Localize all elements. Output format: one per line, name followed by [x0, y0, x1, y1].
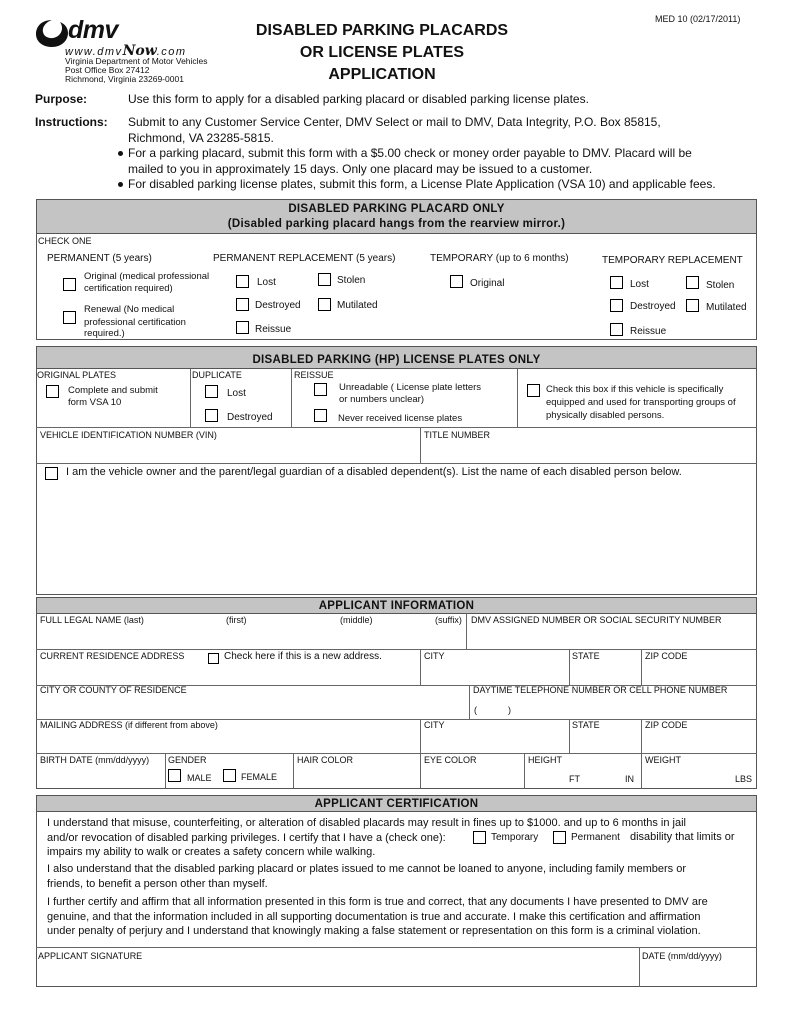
specially-equipped-checkbox[interactable] — [527, 384, 540, 397]
dmv-logo — [35, 16, 235, 86]
placard-section-header — [37, 200, 756, 234]
new-address-label: Check here if this is a new address. — [224, 651, 382, 662]
specific-line3: physically disabled persons. — [546, 410, 665, 421]
reissue-unreadable-checkbox[interactable] — [314, 383, 327, 396]
middle-name-label: (middle) — [340, 615, 373, 625]
perm-destroyed-label: Destroyed — [255, 300, 301, 311]
renewal-line1: Renewal (No medical — [84, 304, 175, 315]
temporary-label: TEMPORARY (up to 6 months) — [430, 253, 569, 264]
agency-po-box: Post Office Box 27412 — [65, 65, 150, 75]
mailing-state-label: STATE — [572, 720, 600, 730]
instructions-label: Instructions: — [35, 115, 108, 129]
form-title-line3: APPLICATION — [328, 66, 436, 83]
height-in-label: IN — [625, 774, 634, 784]
perm-destroyed-checkbox[interactable] — [236, 298, 249, 311]
original-plates-text — [68, 385, 158, 408]
dmv-swirl-icon — [35, 18, 69, 48]
renewal-line3: required.) — [84, 328, 125, 339]
reissue-unreadable-text — [339, 382, 481, 405]
hair-color-label: HAIR COLOR — [297, 755, 354, 765]
temporary-disability-checkbox[interactable] — [473, 831, 486, 844]
permanent-label: PERMANENT (5 years) — [47, 253, 152, 264]
agency-city: Richmond, Virginia 23269-0001 — [65, 74, 184, 84]
instructions-line1: Submit to any Customer Service Center, DMV Select or mail to DMV, Data Integrity, P.O. Box 85815, — [128, 115, 661, 129]
phone-label: DAYTIME TELEPHONE NUMBER OR CELL PHONE NUMBER — [473, 685, 728, 695]
duplicate-lost-label: Lost — [227, 388, 246, 399]
perm-stolen-label: Stolen — [337, 275, 366, 286]
residence-address-label: CURRENT RESIDENCE ADDRESS — [40, 651, 185, 661]
male-label: MALE — [187, 773, 212, 783]
duplicate-destroyed-checkbox[interactable] — [205, 409, 218, 422]
mailing-address-label: MAILING ADDRESS (if different from above) — [40, 720, 218, 730]
temp-stolen-label: Stolen — [706, 280, 735, 291]
height-ft-label: FT — [569, 774, 580, 784]
permanent-renewal-label — [84, 304, 186, 339]
original-line1: Original (medical professional — [84, 271, 210, 282]
original-plates-label: ORIGINAL PLATES — [37, 370, 117, 380]
signature-label: APPLICANT SIGNATURE — [38, 951, 143, 961]
weight-lbs-label: LBS — [735, 774, 753, 784]
temp-reissue-label: Reissue — [630, 326, 667, 337]
plates-divider — [190, 369, 191, 427]
cert-p3-line2: genuine, and that the information included in all supporting documentation is true and accurate. I make this certification and affirmation — [47, 910, 701, 923]
perm-reissue-checkbox[interactable] — [236, 321, 249, 334]
certification-section-header: APPLICANT CERTIFICATION — [37, 796, 756, 812]
dmv-number-label: DMV ASSIGNED NUMBER OR SOCIAL SECURITY NUMBER — [471, 615, 722, 625]
duplicate-label: DUPLICATE — [192, 370, 242, 380]
cert-p1-line2-start: and/or revocation of disabled parking privileges. I certify that I have a (check one): — [47, 831, 446, 844]
temp-destroyed-label: Destroyed — [630, 301, 676, 312]
temp-lost-checkbox[interactable] — [610, 276, 623, 289]
instructions-bullet1-line2: mailed to you in approximately 15 days. Only one placard may be issued to a customer. — [128, 162, 593, 176]
perm-lost-checkbox[interactable] — [236, 275, 249, 288]
specially-equipped-text — [546, 383, 736, 422]
agency-name: Virginia Department of Motor Vehicles — [65, 56, 208, 66]
logo-word: dmv — [68, 16, 118, 44]
birth-date-label: BIRTH DATE (mm/dd/yyyy) — [40, 755, 150, 765]
cert-p1-line2-end: disability that limits or — [630, 831, 735, 843]
height-label: HEIGHT — [528, 755, 563, 765]
permanent-renewal-checkbox[interactable] — [63, 311, 76, 324]
temp-original-checkbox[interactable] — [450, 275, 463, 288]
date-label: DATE (mm/dd/yyyy) — [642, 951, 722, 961]
unreadable-line2: or numbers unclear) — [339, 394, 425, 405]
logo-url-prefix: www.dmv — [65, 46, 123, 58]
guardian-text: I am the vehicle owner and the parent/legal guardian of a disabled dependent(s). List the name of each disabled person below. — [66, 466, 682, 478]
temp-mutilated-label: Mutilated — [706, 302, 747, 313]
cert-p1-line3: impairs my ability to walk or creates a safety concern while walking. — [47, 846, 376, 858]
residence-state-label: STATE — [572, 651, 600, 661]
cert-p3-line3: under penalty of perjury and I understand that knowingly making a false statement or representation on this form is a criminal violation. — [47, 925, 701, 937]
phone-area-open: ( — [474, 705, 477, 715]
temporary-disability-label: Temporary — [491, 832, 539, 843]
temp-mutilated-checkbox[interactable] — [686, 299, 699, 312]
never-received-checkbox[interactable] — [314, 409, 327, 422]
bullet-icon — [118, 182, 123, 187]
cert-p1-line1: I understand that misuse, counterfeiting, or alteration of disabled placards may result in fines up to $1000. and up to 6 months in jail — [47, 817, 686, 829]
complete-line2: form VSA 10 — [68, 397, 122, 408]
duplicate-destroyed-label: Destroyed — [227, 412, 273, 423]
instructions-line2: Richmond, VA 23285-5815. — [128, 131, 274, 145]
cert-p3-line1: I further certify and affirm that all information presented in this form is true and correct, that any documents I have presented to DMV are — [47, 896, 708, 908]
phone-area-close: ) — [508, 705, 511, 715]
eye-color-label: EYE COLOR — [424, 755, 477, 765]
temporary-replacement-label: TEMPORARY REPLACEMENT — [602, 255, 743, 266]
new-address-checkbox[interactable] — [208, 653, 219, 664]
cert-p2-line2: friends, to benefit a person other than myself. — [47, 877, 268, 890]
perm-stolen-checkbox[interactable] — [318, 273, 331, 286]
cert-p2-line1: I also understand that the disabled parking placard or plates issued to me cannot be loaned to anyone, including family members or — [47, 863, 686, 875]
bullet-icon — [118, 151, 123, 156]
original-plates-checkbox[interactable] — [46, 385, 59, 398]
plates-divider — [36, 463, 757, 464]
instructions-bullet1-line1: For a parking placard, submit this form with a $5.00 check or money order payable to DMV. Placard will be — [128, 146, 692, 160]
perm-reissue-label: Reissue — [255, 324, 292, 335]
residence-zip-label: ZIP CODE — [645, 651, 688, 661]
plates-section-header: DISABLED PARKING (HP) LICENSE PLATES ONLY — [37, 347, 756, 369]
purpose-label: Purpose: — [35, 92, 88, 106]
permanent-disability-label: Permanent — [571, 832, 620, 843]
permanent-replacement-label: PERMANENT REPLACEMENT (5 years) — [213, 253, 396, 264]
duplicate-lost-checkbox[interactable] — [205, 385, 218, 398]
applicant-divider — [165, 753, 166, 788]
vin-label: VEHICLE IDENTIFICATION NUMBER (VIN) — [40, 430, 217, 440]
mailing-city-label: CITY — [424, 720, 445, 730]
full-name-label: FULL LEGAL NAME (last) — [40, 615, 144, 625]
specific-line2: equipped and used for transporting groups of — [546, 397, 736, 408]
unreadable-line1: Unreadable ( License plate letters — [339, 382, 482, 393]
perm-mutilated-label: Mutilated — [337, 300, 378, 311]
placard-header-line2: (Disabled parking placard hangs from the rearview mirror.) — [227, 218, 566, 230]
temp-lost-label: Lost — [630, 279, 649, 290]
temp-original-label: Original — [470, 278, 505, 289]
first-name-label: (first) — [226, 615, 247, 625]
form-title-line2: OR LICENSE PLATES — [299, 44, 465, 61]
permanent-disability-checkbox[interactable] — [553, 831, 566, 844]
plates-divider — [291, 369, 292, 427]
renewal-line2: professional certification — [84, 317, 186, 328]
check-one-label: CHECK ONE — [38, 236, 92, 246]
suffix-label: (suffix) — [435, 615, 462, 625]
temp-stolen-checkbox[interactable] — [686, 276, 699, 289]
temp-destroyed-checkbox[interactable] — [610, 299, 623, 312]
plates-divider — [517, 369, 518, 427]
female-label: FEMALE — [241, 772, 278, 782]
temp-reissue-checkbox[interactable] — [610, 323, 623, 336]
applicant-section-header: APPLICANT INFORMATION — [37, 598, 756, 614]
specific-line1: Check this box if this vehicle is specifically — [546, 384, 724, 395]
disabled-dependents-area[interactable] — [37, 484, 756, 594]
reissue-label: REISSUE — [294, 370, 334, 380]
form-number: MED 10 (02/17/2011) — [655, 14, 741, 24]
title-number-label: TITLE NUMBER — [424, 430, 491, 440]
permanent-original-label — [84, 271, 209, 294]
form-title — [222, 20, 542, 86]
complete-line1: Complete and submit — [68, 385, 158, 396]
guardian-checkbox[interactable] — [45, 467, 58, 480]
gender-label: GENDER — [168, 755, 207, 765]
placard-header-line1: DISABLED PARKING PLACARD ONLY — [288, 203, 505, 215]
original-line2: certification required) — [84, 283, 173, 294]
never-received-label: Never received license plates — [338, 413, 463, 424]
permanent-original-checkbox[interactable] — [63, 278, 76, 291]
female-checkbox[interactable] — [223, 769, 236, 782]
mailing-zip-label: ZIP CODE — [645, 720, 688, 730]
perm-lost-label: Lost — [257, 277, 276, 288]
instructions-bullet2: For disabled parking license plates, submit this form, a License Plate Application (VSA 10) and applicable fees. — [128, 177, 716, 191]
county-label: CITY OR COUNTY OF RESIDENCE — [40, 685, 187, 695]
residence-city-label: CITY — [424, 651, 445, 661]
perm-mutilated-checkbox[interactable] — [318, 298, 331, 311]
certification-p2 — [47, 862, 686, 891]
logo-url-suffix: .com — [156, 46, 187, 58]
weight-label: WEIGHT — [645, 755, 681, 765]
form-title-line1: DISABLED PARKING PLACARDS — [255, 22, 509, 39]
certification-p3 — [47, 895, 708, 939]
logo-url-now: Now — [122, 43, 157, 59]
purpose-text: Use this form to apply for a disabled parking placard or disabled parking license plates. — [128, 92, 589, 106]
male-checkbox[interactable] — [168, 769, 181, 782]
